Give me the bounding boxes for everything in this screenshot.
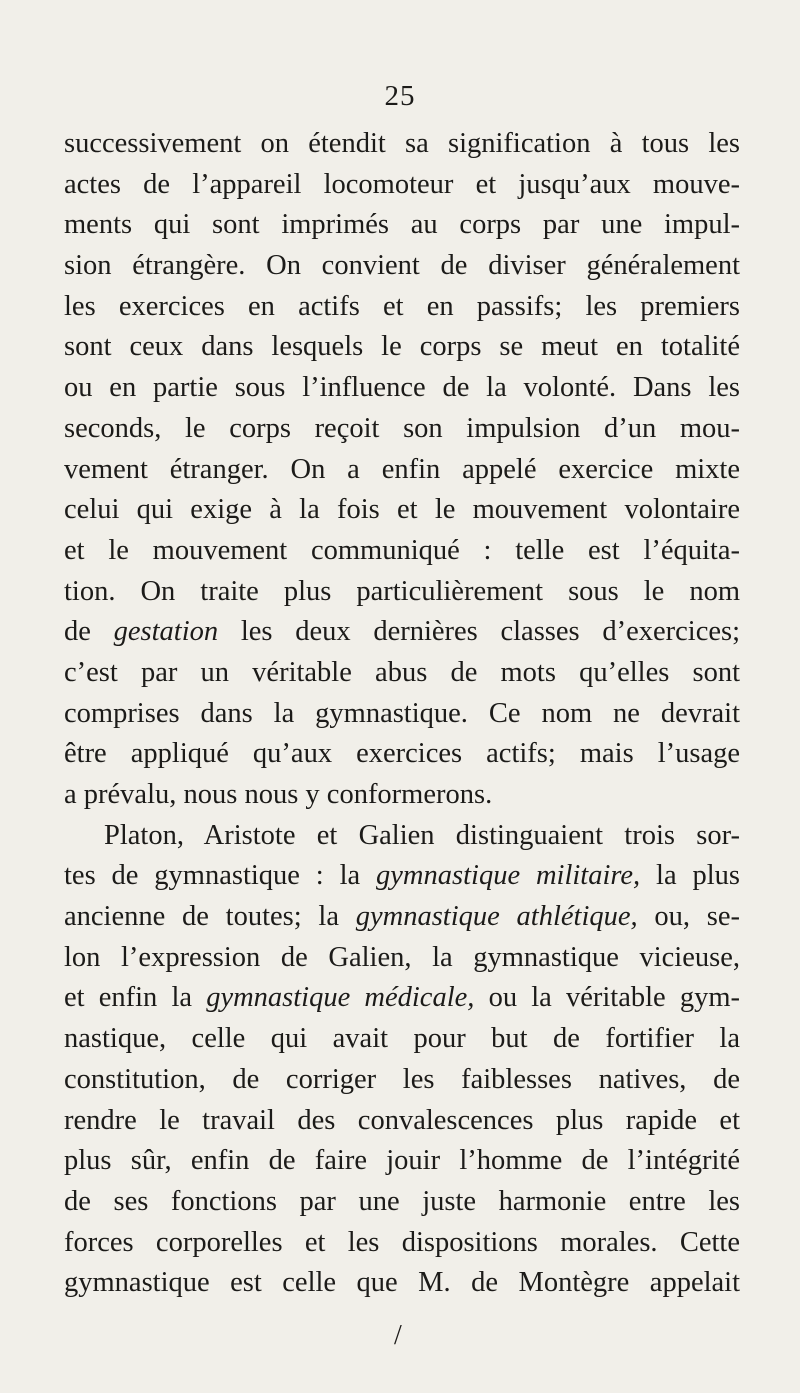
text-line: les exercices en actifs et en passifs; les premiers bbox=[64, 290, 740, 322]
text-line: lon l’expression de Galien, la gymnastique vicieuse, bbox=[64, 941, 740, 973]
text-line: de ses fonctions par une juste harmonie entre les bbox=[64, 1185, 740, 1217]
text-line: ou en partie sous l’influence de la volonté. Dans les bbox=[64, 372, 740, 404]
italic-term: gymnastique athlétique, bbox=[355, 901, 638, 933]
italic-term: gestation bbox=[113, 616, 219, 648]
trailing-mark: / bbox=[394, 1320, 402, 1351]
text-line: tion. On traite plus particulièrement sous le nom bbox=[64, 575, 740, 607]
text-line: plus sûr, enfin de faire jouir l’homme de l’intégrité bbox=[64, 1145, 740, 1177]
text-line: Platon, Aristote et Galien distinguaient trois sor- bbox=[104, 819, 740, 851]
text-line: comprises dans la gymnastique. Ce nom ne devrait bbox=[64, 697, 740, 729]
italic-term: gymnastique militaire, bbox=[376, 860, 641, 892]
text-line: a prévalu, nous nous y conformerons. bbox=[64, 779, 493, 810]
text-line: actes de l’appareil locomoteur et jusqu’aux mouve- bbox=[64, 168, 740, 200]
text-line: nastique, celle qui avait pour but de fortifier la bbox=[64, 1023, 740, 1055]
text-line: sion étrangère. On convient de diviser généralement bbox=[64, 250, 740, 282]
text-line: c’est par un véritable abus de mots qu’elles sont bbox=[64, 656, 740, 688]
italic-term: gymnastique médicale, bbox=[206, 982, 475, 1014]
text-line: ancienne de toutes; la gymnastique athlétique, ou, se- bbox=[64, 901, 740, 933]
text-line: sont ceux dans lesquels le corps se meut en totalité bbox=[64, 331, 740, 363]
text-line: rendre le travail des convalescences plus rapide et bbox=[64, 1104, 740, 1136]
text-line: de gestation les deux dernières classes d’exercices; bbox=[64, 616, 741, 648]
text-line: être appliqué qu’aux exercices actifs; mais l’usage bbox=[64, 738, 740, 770]
text-line: ments qui sont imprimés au corps par une impul- bbox=[64, 209, 740, 241]
page-number: 25 bbox=[384, 80, 416, 112]
text-line: forces corporelles et les dispositions morales. Cette bbox=[64, 1226, 740, 1258]
body-text bbox=[64, 124, 740, 1304]
text-line: tes de gymnastique : la gymnastique militaire, la plus bbox=[64, 860, 740, 892]
text-line: seconds, le corps reçoit son impulsion d’un mou- bbox=[64, 412, 740, 444]
text-line: constitution, de corriger les faiblesses natives, de bbox=[64, 1063, 740, 1095]
text-line: vement étranger. On a enfin appelé exercice mixte bbox=[64, 453, 740, 485]
text-line: et enfin la gymnastique médicale, ou la véritable gym- bbox=[64, 982, 740, 1014]
text-line: successivement on étendit sa signification à tous les bbox=[64, 128, 740, 159]
text-line: celui qui exige à la fois et le mouvement volontaire bbox=[64, 494, 740, 526]
text-line: et le mouvement communiqué : telle est l’équita- bbox=[64, 534, 740, 566]
text-line: gymnastique est celle que M. de Montègre appelait bbox=[64, 1267, 740, 1299]
